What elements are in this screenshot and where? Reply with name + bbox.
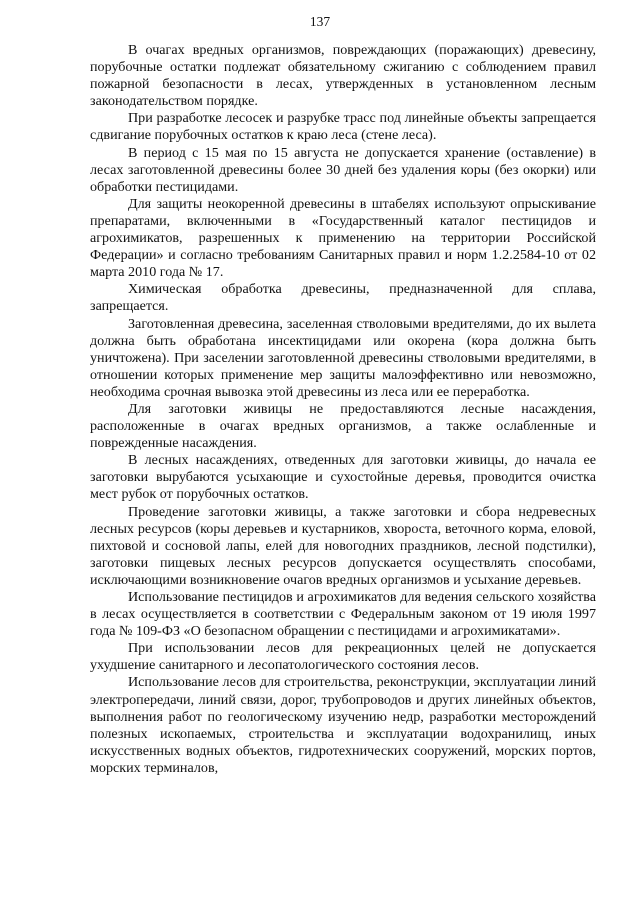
paragraph: В период с 15 мая по 15 августа не допускается хранение (оставление) в лесах заготовленной древесины более 30 дней без удаления коры (без окорки) или обработки пестицидами. <box>90 144 596 195</box>
page-number: 137 <box>309 14 331 29</box>
paragraph: Использование лесов для строительства, реконструкции, эксплуатации линий электропередачи, линий связи, дорог, трубопроводов и других линейных объектов, выполнения работ по геологическому изучению недр, разработки месторождений полезных ископаемых, строительства и эксплуатации водохранилищ, иных искусственных водных объектов, гидротехнических сооружений, морских портов, морских терминалов, <box>90 674 596 776</box>
paragraph: Химическая обработка древесины, предназначенной для сплава, запрещается. <box>90 281 596 315</box>
paragraph: Для заготовки живицы не предоставляются лесные насаждения, расположенные в очагах вредных организмов, а также ослабленные и поврежденные насаждения. <box>90 400 596 452</box>
document-body <box>90 42 596 777</box>
paragraph: При разработке лесосек и разрубке трасс под линейные объекты запрещается сдвигание порубочных остатков к краю леса (стене леса). <box>90 110 596 144</box>
paragraph: Проведение заготовки живицы, а также заготовки и сбора недревесных лесных ресурсов (коры деревьев и кустарников, хвороста, веточного корма, еловой, пихтовой и сосновой лапы, елей для новогодних праздников, лесной подстилки), заготовки пищевых лесных ресурсов допускается осуществлять способами, исключающими возникновение очагов вредных организмов и усыхание деревьев. <box>90 503 596 588</box>
paragraph: В лесных насаждениях, отведенных для заготовки живицы, до начала ее заготовки вырубаются усыхающие и сухостойные деревья, проводится очистка мест рубок от порубочных остатков. <box>90 452 596 503</box>
paragraph: Заготовленная древесина, заселенная стволовыми вредителями, до их вылета должна быть обработана инсектицидами или окорена (кора должна быть уничтожена). При заселении заготовленной древесины стволовыми вредителями, в отношении которых применение мер защиты малоэффективно или невозможно, необходима срочная вывозка этой древесины из леса или ее переработка. <box>90 315 596 400</box>
paragraph: При использовании лесов для рекреационных целей не допускается ухудшение санитарного и лесопатологического состояния лесов. <box>90 640 596 674</box>
paragraph: В очагах вредных организмов, повреждающих (поражающих) древесину, порубочные остатки подлежат обязательному сжиганию с соблюдением правил пожарной безопасности в лесах, утвержденных в установленном лесным законодательством порядке. <box>90 42 596 110</box>
paragraph: Для защиты неокоренной древесины в штабелях используют опрыскивание препаратами, включенными в «Государственный каталог пестицидов и агрохимикатов, разрешенных к применению на территории Российской Федерации» и согласно требованиям Санитарных правил и норм 1.2.2584-10 от 02 марта 2010 года № 17. <box>90 195 596 281</box>
paragraph: Использование пестицидов и агрохимикатов для ведения сельского хозяйства в лесах осуществляется в соответствии с Федеральным законом от 19 июля 1997 года № 109-ФЗ «О безопасном обращении с пестицидами и агрохимикатами». <box>90 589 596 640</box>
